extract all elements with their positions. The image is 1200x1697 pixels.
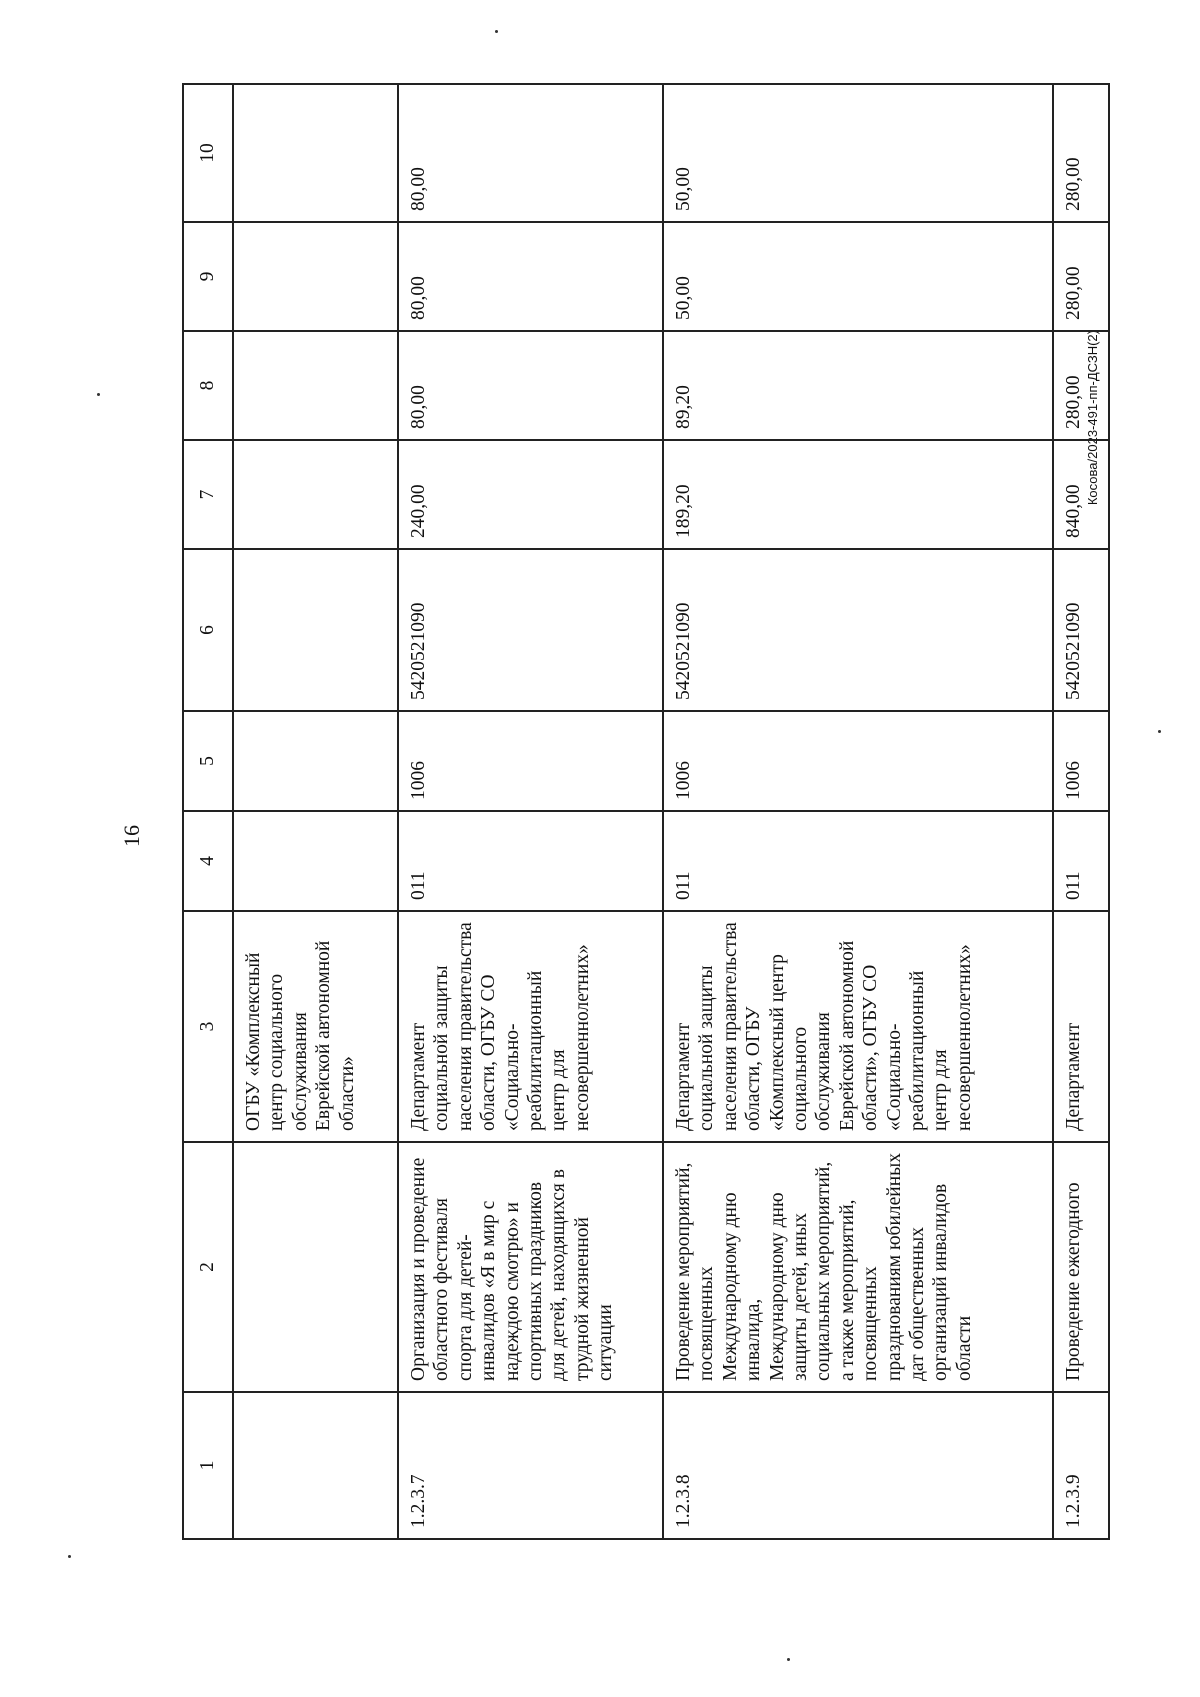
cell-number (233, 1392, 398, 1539)
cell-year2 (233, 222, 398, 331)
cell-executor: Департамент социальной защиты населения правительства области, ОГБУ «Комплексный центр социального обслуживания Еврейской автономной области», ОГБУ СО «Социально-реабилитационный центр для несовершеннолетних» (663, 911, 1053, 1142)
cell-number: 1.2.3.7 (398, 1392, 663, 1539)
cell-year3: 50,00 (663, 84, 1053, 222)
cell-year3 (233, 84, 398, 222)
budget-table (182, 83, 1110, 1540)
cell-target (233, 549, 398, 711)
cell-number: 1.2.3.8 (663, 1392, 1053, 1539)
speck (97, 393, 100, 396)
speck (495, 30, 498, 33)
cell-grbs (233, 811, 398, 911)
cell-total: 189,20 (663, 440, 1053, 549)
cell-executor: Департамент социальной защиты населения правительства области, ОГБУ СО «Социально-реабилитационный центр для несовершеннолетних» (398, 911, 663, 1142)
cell-grbs: 011 (1053, 811, 1109, 911)
cell-target: 5420521090 (663, 549, 1053, 711)
cell-total: 240,00 (398, 440, 663, 549)
header-cell: 6 (183, 549, 233, 711)
cell-number: 1.2.3.9 (1053, 1392, 1109, 1539)
cell-event: Проведение ежегодного (1053, 1142, 1109, 1392)
cell-year2: 80,00 (398, 222, 663, 331)
cell-section: 1006 (663, 711, 1053, 811)
table-row (663, 84, 1053, 1539)
cell-section: 1006 (398, 711, 663, 811)
table-row (1053, 84, 1109, 1539)
cell-year3: 80,00 (398, 84, 663, 222)
table-row (233, 84, 398, 1539)
cell-target: 5420521090 (1053, 549, 1109, 711)
header-cell: 4 (183, 811, 233, 911)
cell-event (233, 1142, 398, 1392)
speck (68, 1555, 71, 1558)
cell-year1: 80,00 (398, 331, 663, 440)
cell-year1: 280,00 (1053, 331, 1109, 440)
cell-year1 (233, 331, 398, 440)
header-cell: 7 (183, 440, 233, 549)
document-code: Косова/2023-491-пп-ДСЗН(2) (1085, 330, 1100, 506)
cell-year3: 280,00 (1053, 84, 1109, 222)
cell-year1: 89,20 (663, 331, 1053, 440)
header-cell: 8 (183, 331, 233, 440)
cell-grbs: 011 (663, 811, 1053, 911)
cell-executor: ОГБУ «Комплексный центр социального обслуживания Еврейской автономной области» (233, 911, 398, 1142)
header-cell: 5 (183, 711, 233, 811)
cell-total (233, 440, 398, 549)
speck (1158, 730, 1161, 733)
cell-total: 840,00 (1053, 440, 1109, 549)
page-number: 16 (119, 825, 144, 847)
header-cell: 10 (183, 84, 233, 222)
cell-section: 1006 (1053, 711, 1109, 811)
cell-event: Организация и проведение областного фестиваля спорта для детей-инвалидов «Я в мир с надеждою смотрю» и спортивных праздников для детей, находящихся в трудной жизненной ситуации (398, 1142, 663, 1392)
cell-executor: Департамент (1053, 911, 1109, 1142)
cell-section (233, 711, 398, 811)
header-cell: 2 (183, 1142, 233, 1392)
cell-event: Проведение мероприятий, посвященных Международному дню инвалида, Международному дню защиты детей, иных социальных мероприятий, а также мероприятий, посвященных празднованиям юбилейных дат общественных организаций инвалидов области (663, 1142, 1053, 1392)
cell-target: 5420521090 (398, 549, 663, 711)
header-cell: 1 (183, 1392, 233, 1539)
cell-year2: 50,00 (663, 222, 1053, 331)
table-container (182, 85, 1110, 1540)
cell-year2: 280,00 (1053, 222, 1109, 331)
table-row (398, 84, 663, 1539)
cell-grbs: 011 (398, 811, 663, 911)
header-cell: 3 (183, 911, 233, 1142)
header-row (183, 84, 233, 1539)
header-cell: 9 (183, 222, 233, 331)
speck (787, 1658, 790, 1661)
